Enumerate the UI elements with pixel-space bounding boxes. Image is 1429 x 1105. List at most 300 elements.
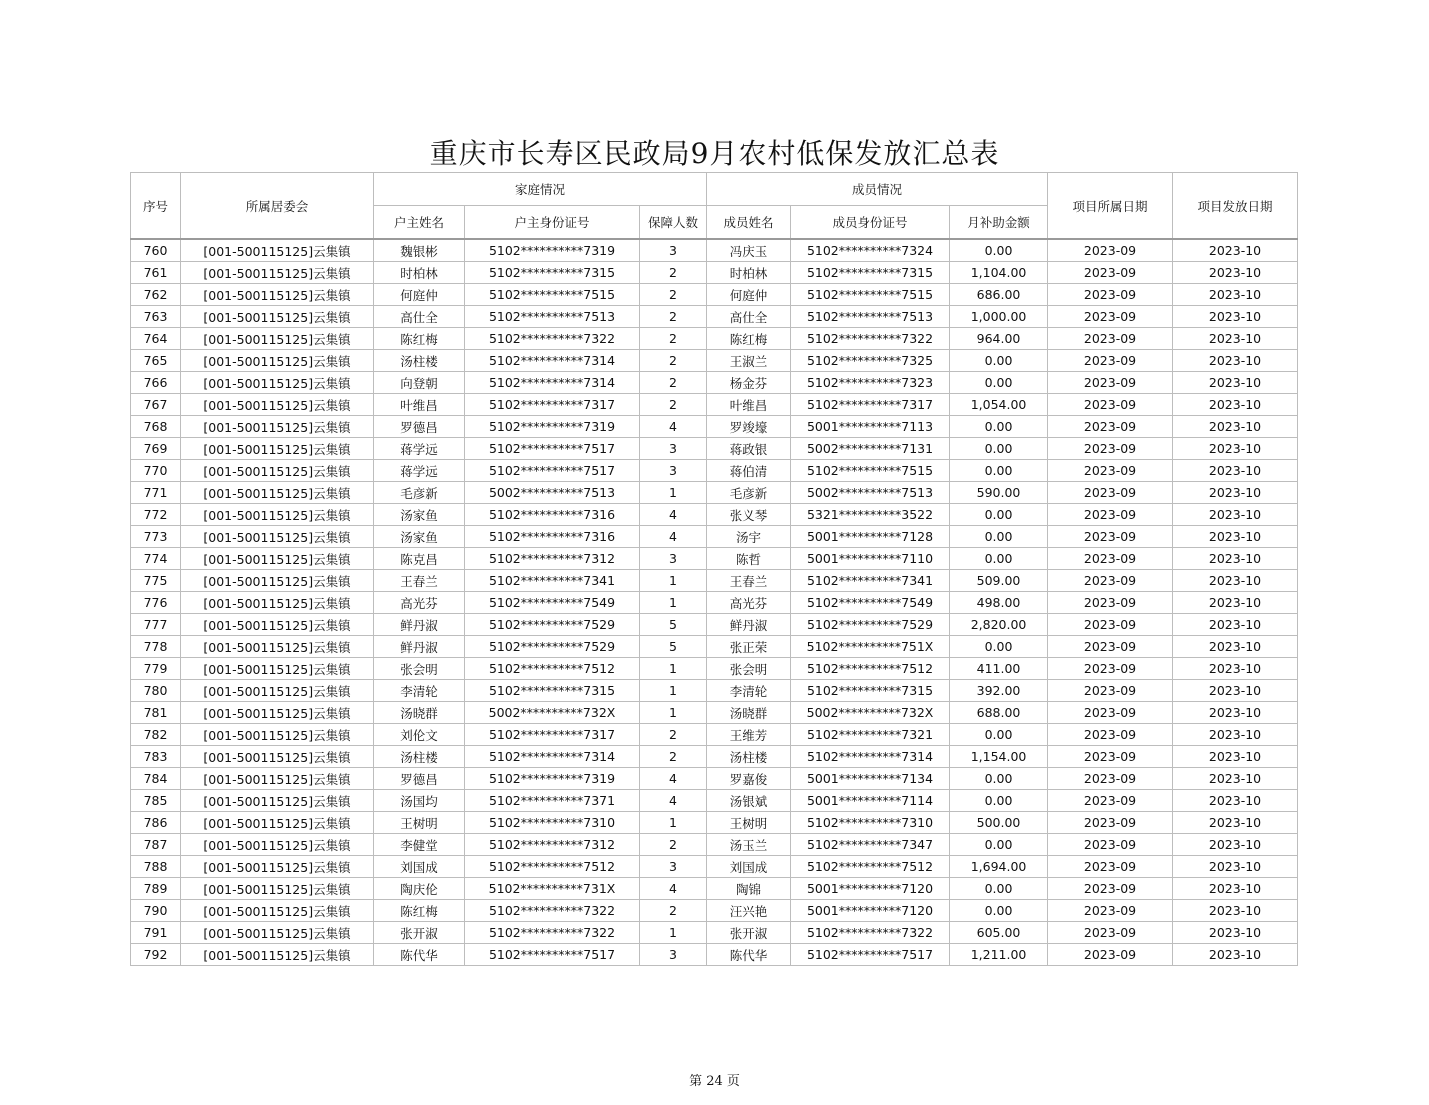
committee-cell: [001-500115125]云集镇 [181, 372, 374, 394]
member-id-cell: 5102**********7310 [791, 812, 950, 834]
monthly-amount-cell: 964.00 [950, 328, 1048, 350]
head-id-cell: 5102**********7322 [465, 900, 640, 922]
member-name-cell: 蒋伯清 [707, 460, 791, 482]
member-name-cell: 何庭仲 [707, 284, 791, 306]
table-row [131, 262, 1298, 284]
insured-count-cell: 2 [640, 746, 707, 768]
head-id-cell: 5102**********7314 [465, 372, 640, 394]
header-issue-date: 项目发放日期 [1173, 173, 1298, 240]
seq-cell: 770 [131, 460, 181, 482]
issue-date-cell: 2023-10 [1173, 394, 1298, 416]
issue-date-cell: 2023-10 [1173, 372, 1298, 394]
head-id-cell: 5102**********7512 [465, 658, 640, 680]
member-name-cell: 汤银斌 [707, 790, 791, 812]
head-id-cell: 5102**********7314 [465, 746, 640, 768]
monthly-amount-cell: 392.00 [950, 680, 1048, 702]
monthly-amount-cell: 411.00 [950, 658, 1048, 680]
committee-cell: [001-500115125]云集镇 [181, 438, 374, 460]
project-date-cell: 2023-09 [1048, 306, 1173, 328]
monthly-amount-cell: 2,820.00 [950, 614, 1048, 636]
committee-cell: [001-500115125]云集镇 [181, 702, 374, 724]
head-name-cell: 向登朝 [374, 372, 465, 394]
monthly-amount-cell: 0.00 [950, 900, 1048, 922]
insured-count-cell: 4 [640, 416, 707, 438]
project-date-cell: 2023-09 [1048, 526, 1173, 548]
head-name-cell: 罗德昌 [374, 768, 465, 790]
table-row [131, 944, 1298, 966]
table-row [131, 900, 1298, 922]
insured-count-cell: 2 [640, 372, 707, 394]
issue-date-cell: 2023-10 [1173, 526, 1298, 548]
project-date-cell: 2023-09 [1048, 790, 1173, 812]
project-date-cell: 2023-09 [1048, 239, 1173, 262]
head-name-cell: 叶维昌 [374, 394, 465, 416]
committee-cell: [001-500115125]云集镇 [181, 900, 374, 922]
insured-count-cell: 2 [640, 350, 707, 372]
seq-cell: 786 [131, 812, 181, 834]
project-date-cell: 2023-09 [1048, 768, 1173, 790]
monthly-amount-cell: 0.00 [950, 768, 1048, 790]
member-id-cell: 5002**********732X [791, 702, 950, 724]
head-id-cell: 5102**********7517 [465, 944, 640, 966]
head-id-cell: 5102**********7317 [465, 724, 640, 746]
seq-cell: 785 [131, 790, 181, 812]
insured-count-cell: 3 [640, 856, 707, 878]
member-id-cell: 5001**********7128 [791, 526, 950, 548]
monthly-amount-cell: 0.00 [950, 239, 1048, 262]
monthly-amount-cell: 0.00 [950, 878, 1048, 900]
head-id-cell: 5102**********7316 [465, 504, 640, 526]
header-seq: 序号 [131, 173, 181, 240]
monthly-amount-cell: 0.00 [950, 636, 1048, 658]
member-id-cell: 5102**********7315 [791, 680, 950, 702]
member-name-cell: 李清轮 [707, 680, 791, 702]
monthly-amount-cell: 0.00 [950, 526, 1048, 548]
head-id-cell: 5102**********7317 [465, 394, 640, 416]
seq-cell: 792 [131, 944, 181, 966]
insured-count-cell: 4 [640, 504, 707, 526]
monthly-amount-cell: 0.00 [950, 350, 1048, 372]
member-id-cell: 5102**********751X [791, 636, 950, 658]
member-id-cell: 5001**********7120 [791, 878, 950, 900]
insured-count-cell: 1 [640, 702, 707, 724]
table-row [131, 328, 1298, 350]
member-name-cell: 蒋政银 [707, 438, 791, 460]
table-header [131, 173, 1298, 240]
committee-cell: [001-500115125]云集镇 [181, 504, 374, 526]
member-id-cell: 5102**********7322 [791, 922, 950, 944]
member-name-cell: 张会明 [707, 658, 791, 680]
head-id-cell: 5102**********7316 [465, 526, 640, 548]
project-date-cell: 2023-09 [1048, 394, 1173, 416]
relief-summary-table [130, 172, 1298, 966]
head-id-cell: 5102**********7529 [465, 636, 640, 658]
head-id-cell: 5102**********7312 [465, 548, 640, 570]
issue-date-cell: 2023-10 [1173, 724, 1298, 746]
member-id-cell: 5102**********7323 [791, 372, 950, 394]
insured-count-cell: 5 [640, 614, 707, 636]
seq-cell: 782 [131, 724, 181, 746]
head-id-cell: 5002**********732X [465, 702, 640, 724]
table-row [131, 438, 1298, 460]
committee-cell: [001-500115125]云集镇 [181, 944, 374, 966]
head-id-cell: 5102**********7314 [465, 350, 640, 372]
member-id-cell: 5001**********7120 [791, 900, 950, 922]
head-id-cell: 5102**********7322 [465, 328, 640, 350]
member-id-cell: 5102**********7324 [791, 239, 950, 262]
seq-cell: 772 [131, 504, 181, 526]
member-name-cell: 王春兰 [707, 570, 791, 592]
seq-cell: 777 [131, 614, 181, 636]
monthly-amount-cell: 1,054.00 [950, 394, 1048, 416]
issue-date-cell: 2023-10 [1173, 944, 1298, 966]
head-id-cell: 5102**********7315 [465, 262, 640, 284]
monthly-amount-cell: 605.00 [950, 922, 1048, 944]
table-row [131, 284, 1298, 306]
insured-count-cell: 2 [640, 834, 707, 856]
table-row [131, 306, 1298, 328]
committee-cell: [001-500115125]云集镇 [181, 636, 374, 658]
committee-cell: [001-500115125]云集镇 [181, 834, 374, 856]
project-date-cell: 2023-09 [1048, 812, 1173, 834]
committee-cell: [001-500115125]云集镇 [181, 306, 374, 328]
member-name-cell: 王树明 [707, 812, 791, 834]
insured-count-cell: 1 [640, 680, 707, 702]
page-title: 重庆市长寿区民政局9月农村低保发放汇总表 [429, 137, 1000, 170]
committee-cell: [001-500115125]云集镇 [181, 658, 374, 680]
project-date-cell: 2023-09 [1048, 856, 1173, 878]
member-id-cell: 5102**********7341 [791, 570, 950, 592]
seq-cell: 790 [131, 900, 181, 922]
project-date-cell: 2023-09 [1048, 284, 1173, 306]
issue-date-cell: 2023-10 [1173, 262, 1298, 284]
table-row [131, 746, 1298, 768]
member-name-cell: 陈红梅 [707, 328, 791, 350]
member-id-cell: 5321**********3522 [791, 504, 950, 526]
committee-cell: [001-500115125]云集镇 [181, 724, 374, 746]
member-id-cell: 5102**********7347 [791, 834, 950, 856]
table-row [131, 526, 1298, 548]
project-date-cell: 2023-09 [1048, 834, 1173, 856]
member-id-cell: 5102**********7512 [791, 856, 950, 878]
insured-count-cell: 1 [640, 658, 707, 680]
member-name-cell: 刘国成 [707, 856, 791, 878]
member-name-cell: 汤柱楼 [707, 746, 791, 768]
project-date-cell: 2023-09 [1048, 746, 1173, 768]
monthly-amount-cell: 0.00 [950, 790, 1048, 812]
seq-cell: 768 [131, 416, 181, 438]
head-name-cell: 毛彦新 [374, 482, 465, 504]
committee-cell: [001-500115125]云集镇 [181, 239, 374, 262]
monthly-amount-cell: 498.00 [950, 592, 1048, 614]
insured-count-cell: 2 [640, 900, 707, 922]
table-row [131, 834, 1298, 856]
insured-count-cell: 4 [640, 768, 707, 790]
seq-cell: 774 [131, 548, 181, 570]
head-name-cell: 何庭仲 [374, 284, 465, 306]
header-member-name: 成员姓名 [707, 206, 791, 240]
head-name-cell: 张会明 [374, 658, 465, 680]
project-date-cell: 2023-09 [1048, 548, 1173, 570]
head-name-cell: 陈代华 [374, 944, 465, 966]
head-id-cell: 5102**********7515 [465, 284, 640, 306]
monthly-amount-cell: 1,211.00 [950, 944, 1048, 966]
monthly-amount-cell: 500.00 [950, 812, 1048, 834]
member-name-cell: 张开淑 [707, 922, 791, 944]
member-id-cell: 5001**********7134 [791, 768, 950, 790]
head-id-cell: 5102**********7315 [465, 680, 640, 702]
table-row [131, 702, 1298, 724]
table-row [131, 548, 1298, 570]
head-name-cell: 陈克昌 [374, 548, 465, 570]
insured-count-cell: 4 [640, 878, 707, 900]
head-name-cell: 李健堂 [374, 834, 465, 856]
committee-cell: [001-500115125]云集镇 [181, 856, 374, 878]
issue-date-cell: 2023-10 [1173, 922, 1298, 944]
head-name-cell: 汤国均 [374, 790, 465, 812]
header-member-id: 成员身份证号 [791, 206, 950, 240]
committee-cell: [001-500115125]云集镇 [181, 350, 374, 372]
project-date-cell: 2023-09 [1048, 262, 1173, 284]
member-id-cell: 5001**********7114 [791, 790, 950, 812]
member-name-cell: 陈哲 [707, 548, 791, 570]
project-date-cell: 2023-09 [1048, 636, 1173, 658]
member-name-cell: 毛彦新 [707, 482, 791, 504]
project-date-cell: 2023-09 [1048, 592, 1173, 614]
header-head-name: 户主姓名 [374, 206, 465, 240]
head-name-cell: 刘国成 [374, 856, 465, 878]
member-id-cell: 5102**********7549 [791, 592, 950, 614]
issue-date-cell: 2023-10 [1173, 812, 1298, 834]
insured-count-cell: 1 [640, 592, 707, 614]
insured-count-cell: 3 [640, 460, 707, 482]
issue-date-cell: 2023-10 [1173, 636, 1298, 658]
issue-date-cell: 2023-10 [1173, 328, 1298, 350]
head-name-cell: 汤家鱼 [374, 504, 465, 526]
head-id-cell: 5102**********7517 [465, 460, 640, 482]
table-row [131, 812, 1298, 834]
member-name-cell: 罗嘉俊 [707, 768, 791, 790]
seq-cell: 763 [131, 306, 181, 328]
head-name-cell: 鲜丹淑 [374, 614, 465, 636]
head-id-cell: 5102**********7319 [465, 416, 640, 438]
member-id-cell: 5102**********7515 [791, 284, 950, 306]
issue-date-cell: 2023-10 [1173, 768, 1298, 790]
head-name-cell: 罗德昌 [374, 416, 465, 438]
member-name-cell: 张义琴 [707, 504, 791, 526]
seq-cell: 775 [131, 570, 181, 592]
issue-date-cell: 2023-10 [1173, 548, 1298, 570]
issue-date-cell: 2023-10 [1173, 658, 1298, 680]
member-id-cell: 5102**********7515 [791, 460, 950, 482]
member-name-cell: 冯庆玉 [707, 239, 791, 262]
project-date-cell: 2023-09 [1048, 922, 1173, 944]
project-date-cell: 2023-09 [1048, 900, 1173, 922]
header-project-date: 项目所属日期 [1048, 173, 1173, 240]
project-date-cell: 2023-09 [1048, 570, 1173, 592]
monthly-amount-cell: 1,694.00 [950, 856, 1048, 878]
table-row [131, 372, 1298, 394]
member-name-cell: 罗竣壕 [707, 416, 791, 438]
table-row [131, 768, 1298, 790]
issue-date-cell: 2023-10 [1173, 306, 1298, 328]
table-row [131, 350, 1298, 372]
member-id-cell: 5102**********7314 [791, 746, 950, 768]
committee-cell: [001-500115125]云集镇 [181, 614, 374, 636]
member-id-cell: 5102**********7317 [791, 394, 950, 416]
seq-cell: 779 [131, 658, 181, 680]
table-row [131, 570, 1298, 592]
member-id-cell: 5002**********7513 [791, 482, 950, 504]
member-name-cell: 汤晓群 [707, 702, 791, 724]
head-name-cell: 高仕全 [374, 306, 465, 328]
table-row [131, 482, 1298, 504]
insured-count-cell: 3 [640, 548, 707, 570]
committee-cell: [001-500115125]云集镇 [181, 592, 374, 614]
member-id-cell: 5002**********7131 [791, 438, 950, 460]
head-name-cell: 刘伦文 [374, 724, 465, 746]
insured-count-cell: 4 [640, 790, 707, 812]
issue-date-cell: 2023-10 [1173, 856, 1298, 878]
insured-count-cell: 5 [640, 636, 707, 658]
seq-cell: 767 [131, 394, 181, 416]
head-name-cell: 高光芬 [374, 592, 465, 614]
project-date-cell: 2023-09 [1048, 438, 1173, 460]
table-row [131, 614, 1298, 636]
issue-date-cell: 2023-10 [1173, 900, 1298, 922]
member-name-cell: 高光芬 [707, 592, 791, 614]
member-name-cell: 陈代华 [707, 944, 791, 966]
member-name-cell: 王淑兰 [707, 350, 791, 372]
seq-cell: 773 [131, 526, 181, 548]
member-id-cell: 5102**********7512 [791, 658, 950, 680]
committee-cell: [001-500115125]云集镇 [181, 394, 374, 416]
insured-count-cell: 3 [640, 944, 707, 966]
member-id-cell: 5102**********7322 [791, 328, 950, 350]
issue-date-cell: 2023-10 [1173, 416, 1298, 438]
table-row [131, 878, 1298, 900]
committee-cell: [001-500115125]云集镇 [181, 262, 374, 284]
monthly-amount-cell: 590.00 [950, 482, 1048, 504]
insured-count-cell: 1 [640, 570, 707, 592]
insured-count-cell: 2 [640, 328, 707, 350]
member-name-cell: 陶锦 [707, 878, 791, 900]
monthly-amount-cell: 0.00 [950, 504, 1048, 526]
table-row [131, 239, 1298, 262]
head-name-cell: 王春兰 [374, 570, 465, 592]
project-date-cell: 2023-09 [1048, 482, 1173, 504]
committee-cell: [001-500115125]云集镇 [181, 460, 374, 482]
monthly-amount-cell: 686.00 [950, 284, 1048, 306]
seq-cell: 788 [131, 856, 181, 878]
head-id-cell: 5102**********7371 [465, 790, 640, 812]
seq-cell: 791 [131, 922, 181, 944]
project-date-cell: 2023-09 [1048, 658, 1173, 680]
seq-cell: 783 [131, 746, 181, 768]
head-name-cell: 张开淑 [374, 922, 465, 944]
project-date-cell: 2023-09 [1048, 460, 1173, 482]
member-id-cell: 5001**********7110 [791, 548, 950, 570]
seq-cell: 789 [131, 878, 181, 900]
member-name-cell: 王维芳 [707, 724, 791, 746]
monthly-amount-cell: 0.00 [950, 372, 1048, 394]
issue-date-cell: 2023-10 [1173, 592, 1298, 614]
committee-cell: [001-500115125]云集镇 [181, 570, 374, 592]
insured-count-cell: 2 [640, 262, 707, 284]
head-id-cell: 5102**********7319 [465, 239, 640, 262]
seq-cell: 761 [131, 262, 181, 284]
member-id-cell: 5102**********7517 [791, 944, 950, 966]
table-row [131, 790, 1298, 812]
issue-date-cell: 2023-10 [1173, 239, 1298, 262]
seq-cell: 766 [131, 372, 181, 394]
member-id-cell: 5102**********7325 [791, 350, 950, 372]
header-committee: 所属居委会 [181, 173, 374, 240]
header-family-group: 家庭情况 [374, 173, 707, 206]
head-id-cell: 5102**********7513 [465, 306, 640, 328]
insured-count-cell: 2 [640, 284, 707, 306]
project-date-cell: 2023-09 [1048, 614, 1173, 636]
seq-cell: 764 [131, 328, 181, 350]
seq-cell: 781 [131, 702, 181, 724]
insured-count-cell: 1 [640, 812, 707, 834]
issue-date-cell: 2023-10 [1173, 614, 1298, 636]
project-date-cell: 2023-09 [1048, 504, 1173, 526]
insured-count-cell: 2 [640, 724, 707, 746]
header-monthly-amount: 月补助金额 [950, 206, 1048, 240]
committee-cell: [001-500115125]云集镇 [181, 482, 374, 504]
issue-date-cell: 2023-10 [1173, 834, 1298, 856]
head-id-cell: 5102**********7549 [465, 592, 640, 614]
committee-cell: [001-500115125]云集镇 [181, 812, 374, 834]
member-name-cell: 叶维昌 [707, 394, 791, 416]
header-insured-count: 保障人数 [640, 206, 707, 240]
monthly-amount-cell: 0.00 [950, 724, 1048, 746]
insured-count-cell: 1 [640, 482, 707, 504]
seq-cell: 762 [131, 284, 181, 306]
issue-date-cell: 2023-10 [1173, 284, 1298, 306]
table-row [131, 460, 1298, 482]
member-name-cell: 时柏林 [707, 262, 791, 284]
monthly-amount-cell: 688.00 [950, 702, 1048, 724]
table-row [131, 504, 1298, 526]
table-row [131, 856, 1298, 878]
member-id-cell: 5001**********7113 [791, 416, 950, 438]
committee-cell: [001-500115125]云集镇 [181, 746, 374, 768]
issue-date-cell: 2023-10 [1173, 746, 1298, 768]
project-date-cell: 2023-09 [1048, 878, 1173, 900]
table-row [131, 636, 1298, 658]
head-id-cell: 5102**********7319 [465, 768, 640, 790]
insured-count-cell: 4 [640, 526, 707, 548]
issue-date-cell: 2023-10 [1173, 350, 1298, 372]
issue-date-cell: 2023-10 [1173, 702, 1298, 724]
committee-cell: [001-500115125]云集镇 [181, 526, 374, 548]
member-name-cell: 汪兴艳 [707, 900, 791, 922]
monthly-amount-cell: 509.00 [950, 570, 1048, 592]
project-date-cell: 2023-09 [1048, 702, 1173, 724]
header-member-group: 成员情况 [707, 173, 1048, 206]
seq-cell: 760 [131, 239, 181, 262]
project-date-cell: 2023-09 [1048, 416, 1173, 438]
head-name-cell: 李清轮 [374, 680, 465, 702]
head-name-cell: 蒋学远 [374, 438, 465, 460]
issue-date-cell: 2023-10 [1173, 680, 1298, 702]
monthly-amount-cell: 1,154.00 [950, 746, 1048, 768]
monthly-amount-cell: 0.00 [950, 416, 1048, 438]
head-name-cell: 蒋学远 [374, 460, 465, 482]
issue-date-cell: 2023-10 [1173, 790, 1298, 812]
